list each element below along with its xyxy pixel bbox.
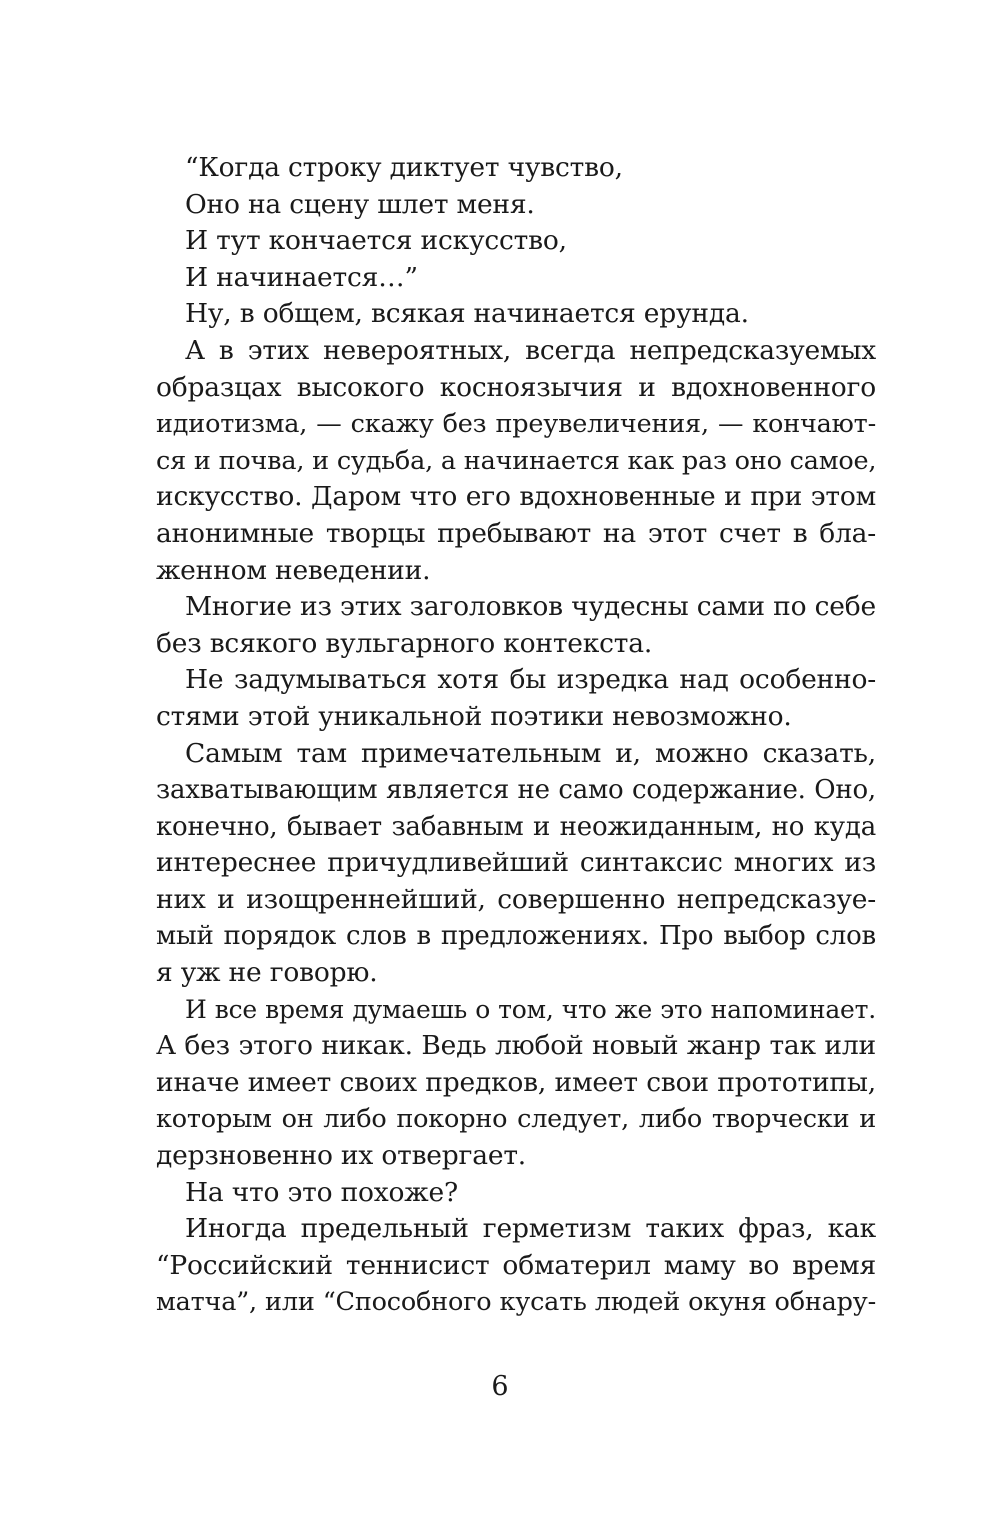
text-line: И все время думаешь о том, что же это напоминает.: [185, 994, 876, 1024]
text-line: матча”, или “Способного кусать людей окуня обнару-: [156, 1287, 876, 1318]
text-line: А в этих невероятных, всегда непредсказуемых: [185, 334, 876, 366]
text-line: них и изощреннейший, совершенно непредсказуе-: [156, 883, 876, 915]
text-line: Ну, в общем, всякая начинается ерунда.: [185, 298, 749, 330]
text-line: А без этого никак. Ведь любой новый жанр так или: [156, 1030, 876, 1062]
text-line: “Российский теннисист обматерил маму во время: [156, 1249, 876, 1281]
text-line: ся и почва, и судьба, а начинается как раз оно самое,: [156, 445, 877, 476]
text-line: “Когда строку диктует чувство,: [185, 152, 623, 183]
text-line: Оно на сцену шлет меня.: [185, 188, 535, 220]
text-line: И начинается…”: [185, 261, 418, 293]
text-line: захватывающим является не само содержание. Оно,: [156, 775, 876, 806]
text-line: Многие из этих заголовков чудесны сами по себе: [185, 591, 876, 623]
page-number: 6: [491, 1371, 509, 1402]
text-line: стями этой уникальной поэтики невозможно.: [156, 700, 792, 732]
text-line: анонимные творцы пребывают на этот счет в бла-: [156, 517, 876, 549]
text-line: Иногда предельный герметизм таких фраз, как: [185, 1213, 876, 1245]
text-line: идиотизма, — скажу без преувеличения, — кончают-: [156, 409, 876, 440]
text-line: искусство. Даром что его вдохновенные и при этом: [156, 481, 876, 513]
text-line: конечно, бывает забавным и неожиданным, но куда: [156, 811, 876, 842]
text-line: интереснее причудливейший синтаксис многих из: [156, 847, 876, 879]
text-line: без всякого вульгарного контекста.: [156, 627, 653, 659]
text-line: женном неведении.: [156, 554, 431, 586]
text-line: я уж не говорю.: [156, 957, 378, 989]
text-line: дерзновенно их отвергает.: [156, 1140, 526, 1172]
body-text: [156, 150, 876, 1321]
text-line: Самым там примечательным и, можно сказать,: [185, 737, 876, 769]
text-line: Не задумываться хотя бы изредка над особенно-: [185, 664, 876, 696]
text-line: образцах высокого косноязычия и вдохновенного: [156, 371, 876, 403]
text-line: На что это похоже?: [185, 1176, 458, 1208]
text-line: которым он либо покорно следует, либо творчески и: [156, 1104, 876, 1135]
text-line: И тут кончается искусство,: [185, 225, 567, 257]
text-line: иначе имеет своих предков, имеет свои прототипы,: [156, 1066, 876, 1098]
text-line: мый порядок слов в предложениях. Про выбор слов: [156, 921, 876, 952]
